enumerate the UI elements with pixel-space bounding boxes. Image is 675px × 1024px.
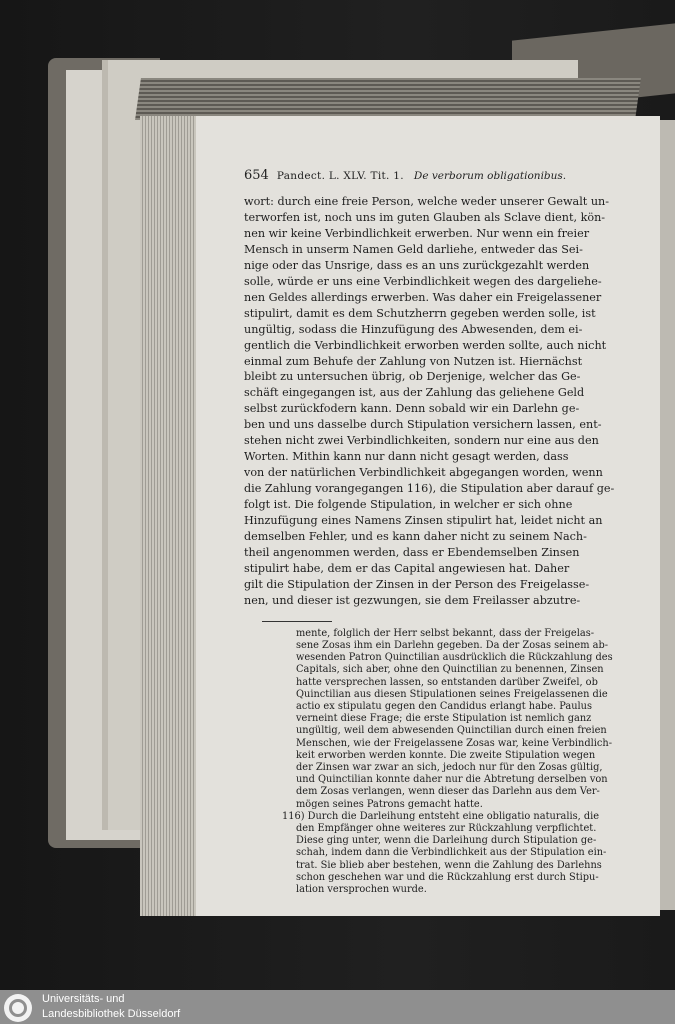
footnote-line: Capitals, sich aber, ohne den Quinctilian zu benennen, Zinsen (296, 664, 604, 676)
footnote-line: Quinctilian aus diesen Stipulationen seines Freigelassenen die (296, 688, 608, 700)
page-block-fore-edge (140, 116, 198, 916)
running-header (244, 168, 634, 186)
footnote-line: schon geschehen war und die Rückzahlung erst durch Stipu- (296, 871, 599, 883)
text-line: einmal zum Behufe der Zahlung von Nutzen ist. Hiernächst (244, 354, 583, 368)
footnote-line: verneint diese Frage; die erste Stipulation ist nemlich ganz (296, 713, 592, 725)
footnote-line: dem Zosas verlangen, wenn dieser das Darlehn aus dem Ver- (296, 786, 600, 798)
ulb-logo-icon (4, 994, 32, 1022)
text-line: selbst zurückfodern kann. Denn sobald wir ein Darlehn ge- (244, 402, 580, 416)
text-line: ben und uns dasselbe durch Stipulation versichern lassen, ent- (244, 418, 602, 432)
footnote-line: wesenden Patron Quinctilian ausdrücklich die Rückzahlung des (296, 652, 613, 664)
text-line: wort: durch eine freie Person, welche weder unserer Gewalt un- (244, 195, 610, 208)
text-line: nen, und dieser ist gezwungen, sie dem Freilasser abzutre- (244, 593, 581, 607)
text-line: nen Geldes allerdings erwerben. Was daher ein Freigelassener (244, 290, 602, 304)
text-line: solle, würde er uns eine Verbindlichkeit wegen des dargeliehe- (244, 274, 602, 288)
text-line: bleibt zu untersuchen übrig, ob Derjenige, welcher das Ge- (244, 370, 581, 384)
running-title: Pandect. L. XLV. Tit. 1. (276, 170, 404, 182)
footnotes (244, 628, 634, 896)
text-line: folgt ist. Die folgende Stipulation, in welcher er sich ohne (244, 498, 573, 512)
text-line: terworfen ist, noch uns im guten Glauben als Sclave dient, kön- (244, 210, 606, 224)
running-title-italic: De verborum obligationibus. (413, 170, 567, 182)
text-line: stehen nicht zwei Verbindlichkeiten, sondern nur eine aus den (244, 434, 599, 448)
text-line: demselben Fehler, und es kann daher nicht zu seinem Nach- (244, 530, 587, 544)
text-line: nige oder das Unsrige, dass es an uns zurückgezahlt werden (244, 258, 590, 272)
footnote-line: Diese ging unter, wenn die Darleihung durch Stipulation ge- (296, 835, 597, 847)
text-line: Worten. Mithin kann nur dann nicht gesagt werden, dass (244, 450, 569, 464)
footnote-116: 116) Durch die Darleihung entsteht eine obligatio naturalis, die (282, 810, 600, 822)
footer-line-1: Universitäts- und (42, 993, 125, 1005)
footnote-line: und Quinctilian konnte daher nur die Abtretung derselben von (296, 774, 608, 786)
text-line: ungültig, sodass die Hinzufügung des Abwesenden, dem ei- (244, 322, 583, 336)
footnote-line: schah, indem dann die Verbindlichkeit aus der Stipulation ein- (296, 847, 607, 859)
text-line: Mensch in unserm Namen Geld darliehe, entweder das Sei- (244, 242, 583, 256)
text-line: stipulirt, damit es dem Schutzherrn gegeben werden solle, ist (244, 306, 596, 320)
footnote-line: hatte versprechen lassen, so entstanden darüber Zweifel, ob (296, 676, 598, 688)
page-number: 654 (244, 168, 269, 183)
text-line: schäft eingegangen ist, aus der Zahlung das geliehene Geld (244, 386, 585, 400)
text-line: die Zahlung vorangegangen 116), die Stipulation aber darauf ge- (244, 482, 615, 496)
footnote-line: sene Zosas ihm ein Darlehn gegeben. Da der Zosas seinem ab- (296, 639, 609, 651)
footnote-line: lation versprochen wurde. (296, 884, 427, 896)
page-text (244, 168, 634, 896)
footnote-rule (262, 621, 332, 622)
main-text (244, 194, 634, 609)
text-line: gilt die Stipulation der Zinsen in der Person des Freigelasse- (244, 577, 590, 591)
next-page-edge (660, 120, 675, 910)
text-line: gentlich die Verbindlichkeit erworben werden sollte, auch nicht (244, 338, 607, 352)
footnote-line: der Zinsen war zwar an sich, jedoch nur für den Zosas gültig, (296, 762, 603, 774)
footnote-line: mögen seines Patrons gemacht hatte. (296, 798, 483, 810)
text-line: Hinzufügung eines Namens Zinsen stipulirt hat, leidet nicht an (244, 514, 603, 528)
text-line: theil angenommen werden, dass er Ebendemselben Zinsen (244, 545, 580, 559)
footer-line-2: Landesbibliothek Düsseldorf (42, 1008, 181, 1020)
text-line: nen wir keine Verbindlichkeit erwerben. Nur wenn ein freier (244, 226, 590, 240)
footnote-line: mente, folglich der Herr selbst bekannt, dass der Freigelas- (296, 627, 595, 639)
text-line: stipulirt habe, dem er das Capital angewiesen hat. Daher (244, 561, 570, 575)
footnote-line: ungültig, weil dem abwesenden Quinctilian durch einen freien (296, 725, 607, 737)
footnote-line: actio ex stipulatu gegen den Candidus erlangt habe. Paulus (296, 701, 592, 712)
page-block-top-edge (135, 78, 641, 120)
footnote-line: Menschen, wie der Freigelassene Zosas war, keine Verbindlich- (296, 737, 613, 749)
text-line: von der natürlichen Verbindlichkeit abgegangen worden, wenn (244, 466, 603, 480)
footnote-line: trat. Sie blieb aber bestehen, wenn die Zahlung des Darlehns (296, 859, 602, 871)
footnote-line: keit erworben werden konnte. Die zweite Stipulation wegen (296, 749, 596, 761)
footnote-line: den Empfänger ohne weiteres zur Rückzahlung verpflichtet. (296, 823, 597, 835)
